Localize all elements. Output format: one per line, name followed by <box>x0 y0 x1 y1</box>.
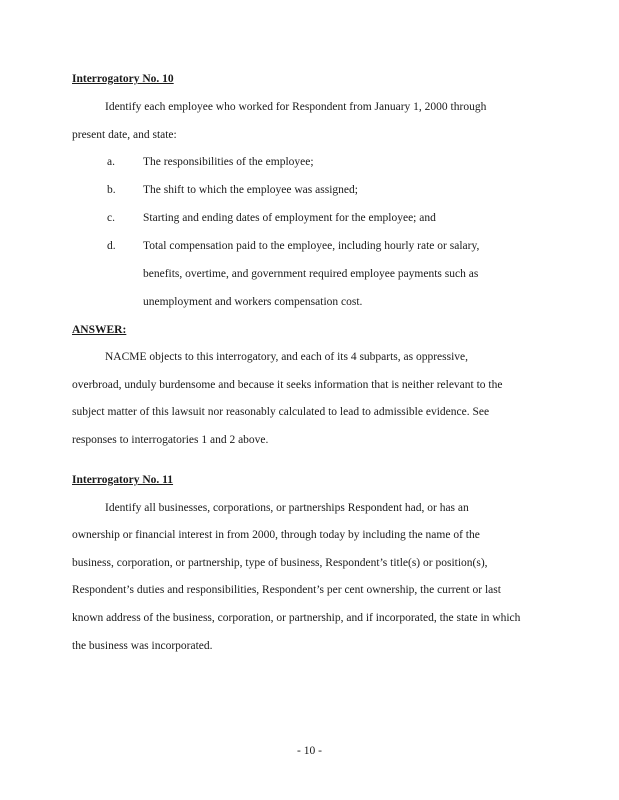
interrogatory-11-heading: Interrogatory No. 11 <box>72 474 174 486</box>
interrogatory-10-heading: Interrogatory No. 10 <box>72 73 174 85</box>
item-text: Total compensation paid to the employee, including hourly rate or salary, <box>143 240 480 252</box>
interrogatory-10-intro-line: Identify each employee who worked for Respondent from January 1, 2000 through <box>105 101 487 113</box>
item-letter: d. <box>107 240 116 252</box>
item-letter: c. <box>107 212 115 224</box>
answer-heading: ANSWER: <box>72 324 127 336</box>
interrogatory-11-line: business, corporation, or partnership, type of business, Respondent’s title(s) or position(s), <box>72 557 488 569</box>
interrogatory-11-line: the business was incorporated. <box>72 640 213 652</box>
answer-line: NACME objects to this interrogatory, and each of its 4 subparts, as oppressive, <box>105 351 469 363</box>
interrogatory-11-line: ownership or financial interest in from 2000, through today by including the name of the <box>72 529 480 541</box>
interrogatory-11-line: known address of the business, corporation, or partnership, and if incorporated, the state in which <box>72 612 521 624</box>
item-text: benefits, overtime, and government required employee payments such as <box>143 268 479 280</box>
answer-line: subject matter of this lawsuit nor reasonably calculated to lead to admissible evidence. See <box>72 406 490 418</box>
answer-line: responses to interrogatories 1 and 2 above. <box>72 434 269 446</box>
item-text: Starting and ending dates of employment for the employee; and <box>143 212 436 224</box>
page-number: - 10 - <box>297 745 322 757</box>
item-text: The responsibilities of the employee; <box>143 156 314 168</box>
interrogatory-11-line: Respondent’s duties and responsibilities, Respondent’s per cent ownership, the current or last <box>72 584 501 596</box>
item-letter: b. <box>107 184 116 196</box>
item-text: unemployment and workers compensation cost. <box>143 296 363 308</box>
answer-line: overbroad, unduly burdensome and because it seeks information that is neither relevant to the <box>72 379 503 391</box>
interrogatory-11-line: Identify all businesses, corporations, or partnerships Respondent had, or has an <box>105 502 469 514</box>
item-text: The shift to which the employee was assigned; <box>143 184 358 196</box>
interrogatory-10-intro-line: present date, and state: <box>72 129 177 141</box>
item-letter: a. <box>107 156 115 168</box>
